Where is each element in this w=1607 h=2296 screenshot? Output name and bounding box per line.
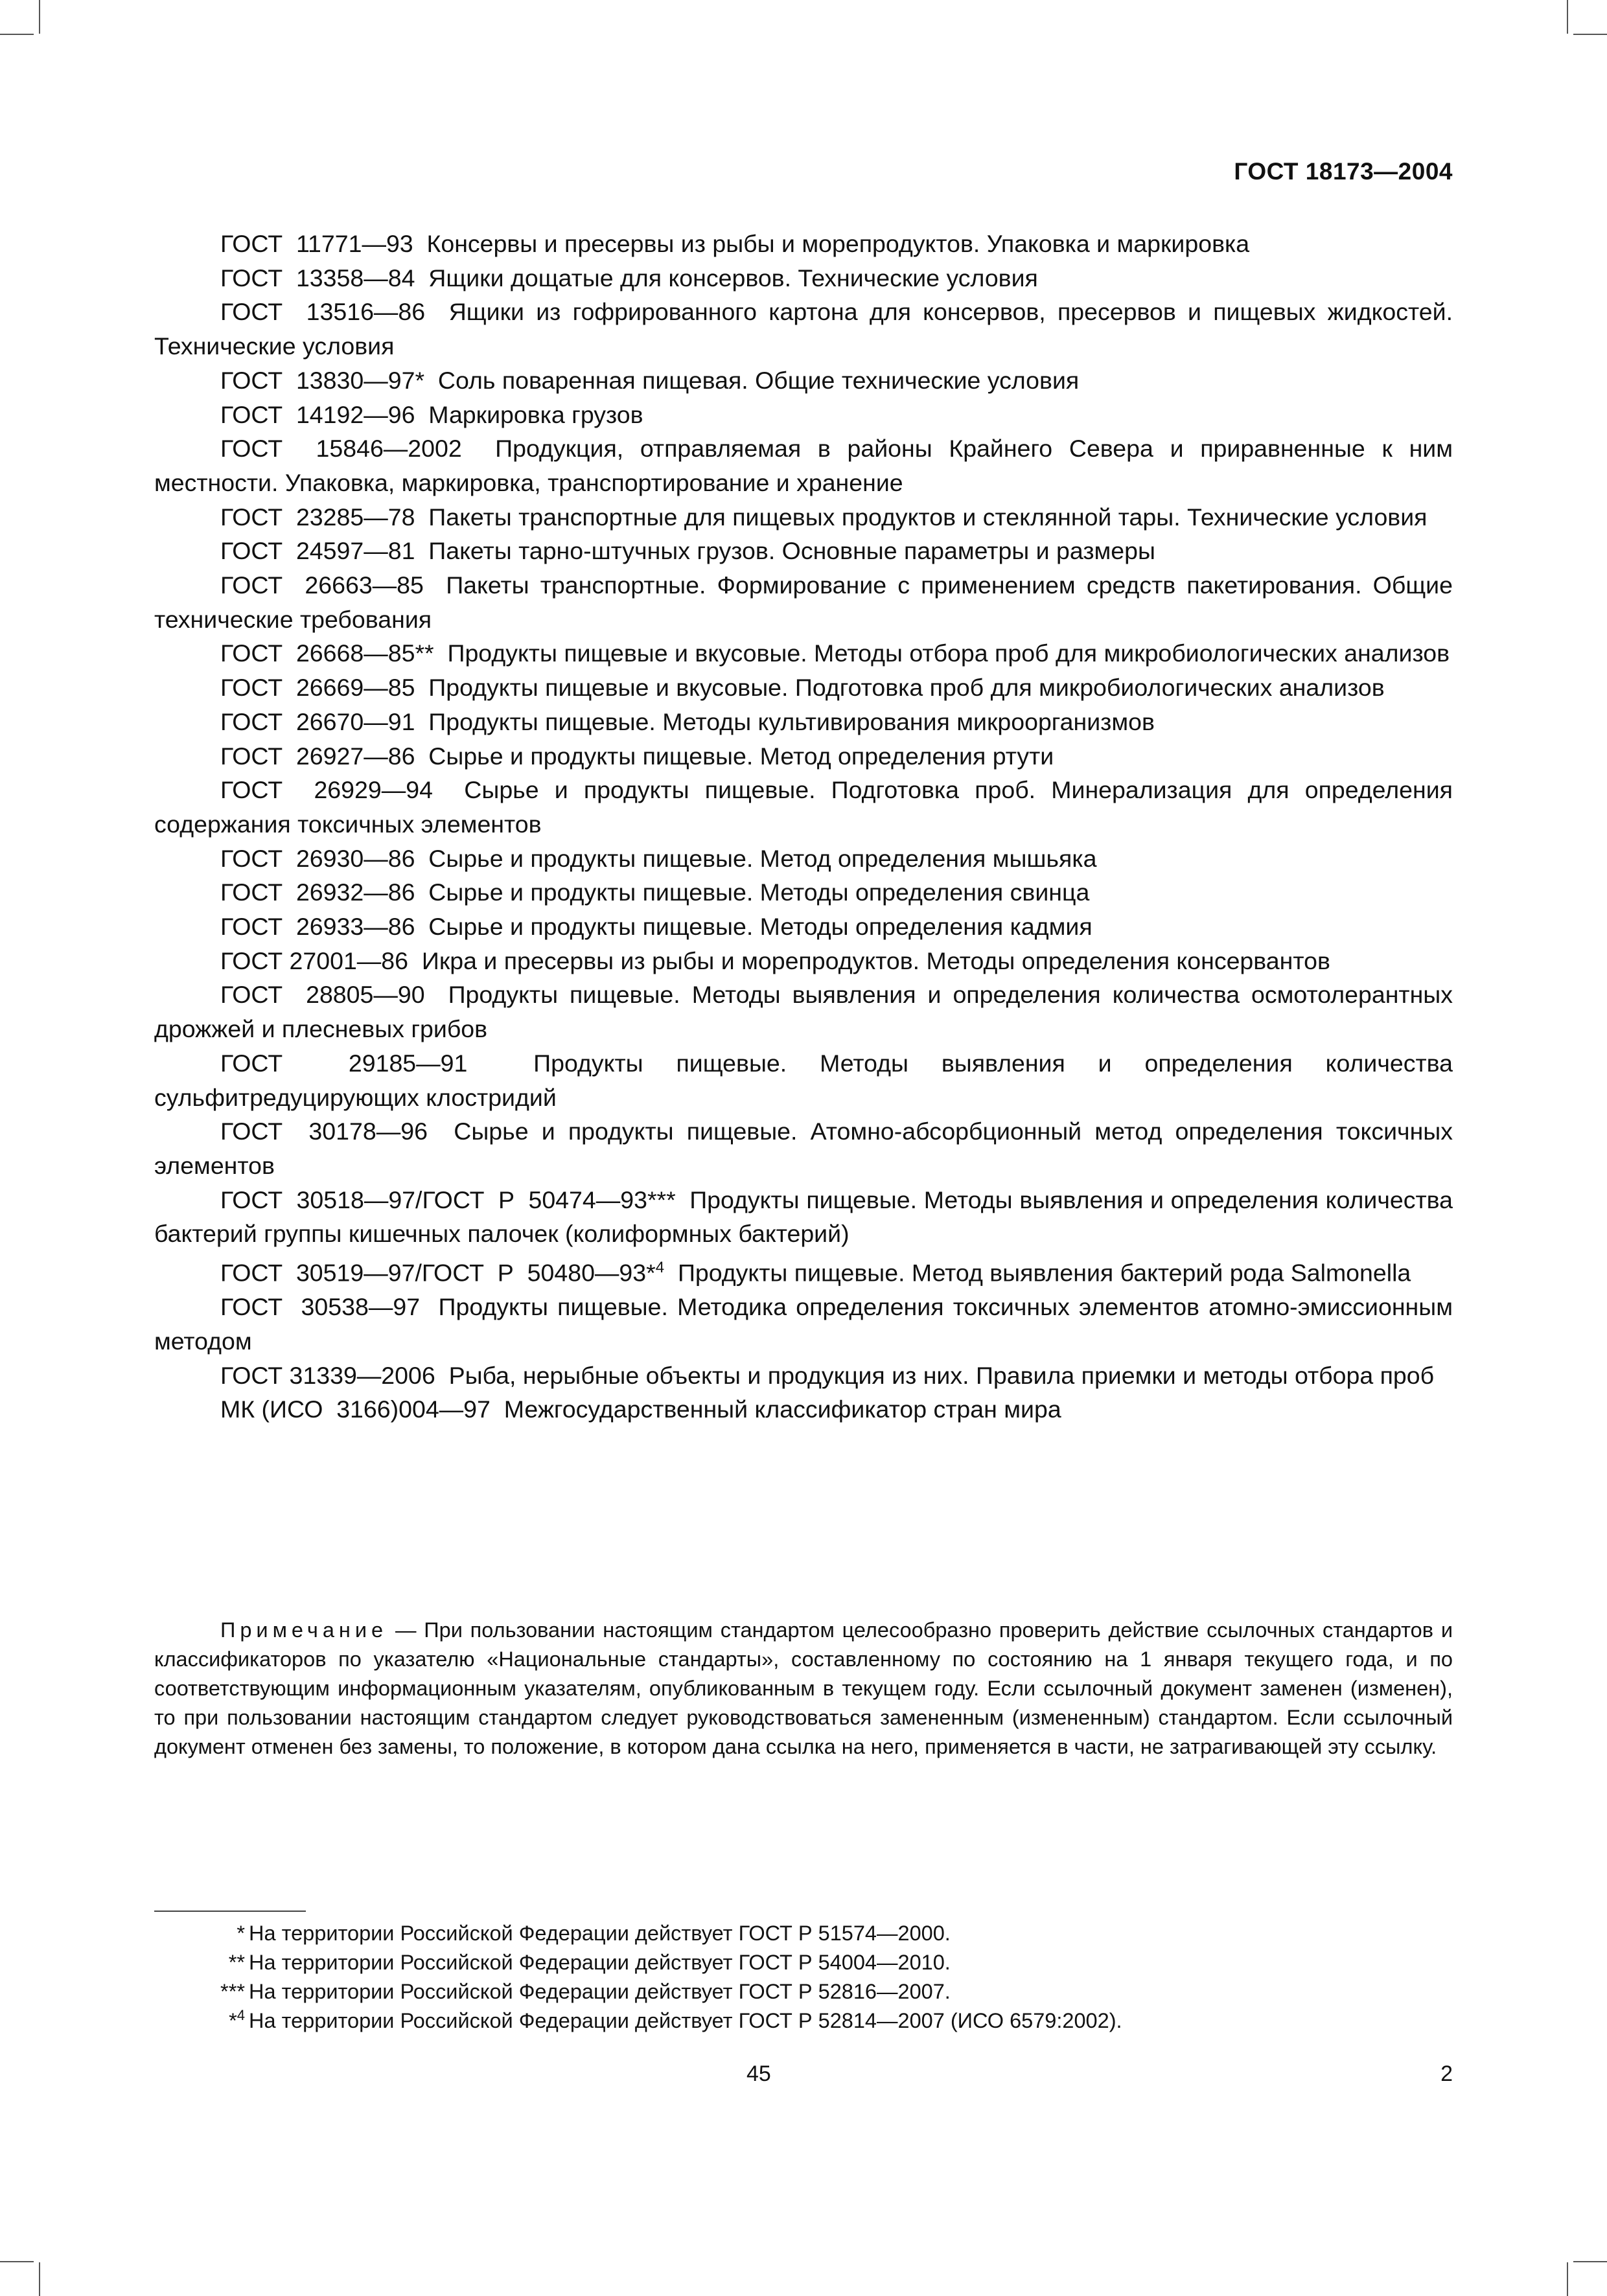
crop-mark-bottom-right-h [1573,2261,1607,2262]
footnote-text: На территории Российской Федерации действует ГОСТ Р 52816—2007. [249,1980,951,2003]
reference-entry [154,1290,1453,1358]
reference-code: ГОСТ 26927—86 [220,742,415,770]
reference-code: ГОСТ 11771—93 [220,230,413,257]
footnote [154,2006,1453,2036]
footnote-text: На территории Российской Федерации действует ГОСТ Р 51574—2000. [249,1922,951,1945]
crop-mark-bottom-left-h [0,2261,34,2262]
reference-entry [154,739,1453,774]
reference-entry [154,773,1453,841]
reference-code: ГОСТ 26670—91 [220,707,415,735]
reference-title: Сырье и продукты пищевые. Методы определения свинца [428,878,1090,906]
reference-entry [154,636,1453,671]
reference-entry [154,705,1453,739]
reference-code: ГОСТ 30538—97 [220,1293,421,1321]
reference-title: Продукты пищевые. Методика определения токсичных элементов атомно-эмиссионным методом [154,1293,1453,1355]
reference-list [154,227,1453,1427]
footnote-marker-text: *** [220,1980,245,2003]
reference-title: Сырье и продукты пищевые. Подготовка проб. Минерализация для определения содержания токсичных элементов [154,776,1453,838]
reference-entry [154,534,1453,568]
reference-title: Рыба, нерыбные объекты и продукция из них. Правила приемки и методы отбора проб [448,1361,1435,1389]
page-number-right: 2 [1440,2061,1453,2086]
reference-code: ГОСТ 26932—86 [220,878,415,906]
reference-code: ГОСТ 26663—85 [220,571,424,599]
reference-code: ГОСТ 13516—86 [220,298,426,326]
reference-entry [154,227,1453,261]
reference-code: ГОСТ 26668—85** [220,639,434,667]
reference-title: Сырье и продукты пищевые. Методы определения кадмия [428,913,1093,941]
reference-code: ГОСТ 13830—97* [220,366,425,394]
reference-title: Маркировка грузов [428,400,643,428]
reference-title: Пакеты транспортные. Формирование с применением средств пакетирования. Общие технические требования [154,571,1453,633]
crop-mark-top-left [39,0,40,34]
reference-entry [154,363,1453,398]
reference-code: ГОСТ 26669—85 [220,674,415,702]
footnote-marker-text: * [229,2009,237,2032]
reference-entry [154,398,1453,432]
footnote-marker [229,2006,245,2036]
reference-entry [154,1251,1453,1290]
footnote-marker [220,1977,245,2006]
reference-title: Пакеты тарно-штучных грузов. Основные параметры и размеры [428,537,1155,565]
reference-code: ГОСТ 24597—81 [220,537,415,565]
reference-entry [154,431,1453,499]
reference-title: Сырье и продукты пищевые. Атомно-абсорбционный метод определения токсичных элементов [154,1118,1453,1179]
reference-code: ГОСТ 26933—86 [220,913,415,941]
note-paragraph [154,1616,1453,1762]
footnote-text: На территории Российской Федерации действует ГОСТ Р 54004—2010. [249,1951,951,1974]
reference-entry [154,295,1453,363]
reference-code: ГОСТ 30518—97/ГОСТ Р 50474—93*** [220,1186,676,1213]
reference-title: Продукты пищевые. Методы выявления и определения количества сульфитредуцирующих клостридий [154,1049,1453,1111]
reference-title: Продукты пищевые и вкусовые. Методы отбора проб для микробиологических анализов [447,639,1450,667]
crop-mark-bottom-left [39,2262,40,2296]
reference-entry [154,978,1453,1046]
reference-entry [154,261,1453,295]
footnote-marker [237,1919,245,1948]
reference-code: ГОСТ 30178—96 [220,1118,428,1145]
normative-references [154,227,1453,1427]
footnote-marker-text: * [237,1922,245,1945]
footnote [154,1977,1453,2006]
reference-title: Икра и пресервы из рыбы и морепродуктов. Методы определения консервантов [421,947,1330,974]
reference-entry [154,1114,1453,1182]
reference-code: ГОСТ 26929—94 [220,776,433,804]
reference-entry [154,1046,1453,1114]
reference-title: Продукты пищевые и вкусовые. Подготовка проб для микробиологических анализов [428,674,1385,702]
reference-code: ГОСТ 13358—84 [220,264,415,292]
reference-code: ГОСТ 30519—97/ГОСТ Р 50480—93* [220,1259,656,1287]
reference-code: МК (ИСО 3166)004—97 [220,1395,491,1423]
footnote-separator [154,1911,306,1912]
reference-title: Продукты пищевые. Методы культивирования микроорганизмов [428,707,1155,735]
reference-code: ГОСТ 29185—91 [220,1049,468,1077]
reference-code: ГОСТ 15846—2002 [220,435,462,463]
reference-title: Соль поваренная пищевая. Общие технические условия [437,366,1080,394]
reference-entry [154,1359,1453,1393]
footnote-marker-text: ** [228,1951,245,1974]
reference-code: ГОСТ 31339—2006 [220,1361,435,1389]
reference-title: Ящики из гофрированного картона для консервов, пресервов и пищевых жидкостей. Технические условия [154,298,1453,360]
reference-entry [154,671,1453,705]
reference-entry [154,1183,1453,1251]
reference-code: ГОСТ 28805—90 [220,981,425,1009]
footnotes [154,1919,1453,2036]
reference-code-superscript: 4 [655,1259,665,1277]
reference-title: Продукты пищевые. Метод выявления бактерий рода Salmonella [677,1259,1411,1287]
crop-mark-bottom-right [1567,2262,1568,2296]
reference-entry [154,1392,1453,1427]
crop-mark-top-right [1567,0,1568,34]
footnote [154,1948,1453,1977]
reference-entry [154,842,1453,876]
reference-entry [154,500,1453,534]
footnote-marker-superscript: 4 [237,2007,245,2023]
crop-mark-top-right-h [1573,34,1607,35]
note-text: — При пользовании настоящим стандартом целесообразно проверить действие ссылочных стандартов и классификаторов по указателю «Национальные стандарты», составленному по состоянию на 1 января текущего года, и по соответствующим информационным указателям, опубликованным в текущем году. Если ссылочный документ заменен (изменен), то при пользовании настоящим стандартом следует руководствоваться замененным (измененным) стандартом. Если ссылочный документ отменен без замены, то положение, в котором дана ссылка на него, применяется в части, не затрагивающей эту ссылку. [154,1618,1453,1758]
note-label: Примечание [220,1618,388,1642]
reference-code: ГОСТ 26930—86 [220,844,415,872]
reference-entry [154,944,1453,978]
crop-mark-top-left-h [0,34,34,35]
reference-title: Консервы и пресервы из рыбы и морепродуктов. Упаковка и маркировка [426,230,1250,257]
footnote-text: На территории Российской Федерации действует ГОСТ Р 52814—2007 (ИСО 6579:2002). [249,2009,1122,2032]
page-number-left: 45 [746,2061,771,2086]
footnote-marker [229,1948,245,1977]
reference-title: Ящики дощатые для консервов. Технические условия [428,264,1038,292]
reference-title: Пакеты транспортные для пищевых продуктов и стеклянной тары. Технические условия [428,503,1428,531]
reference-title: Межгосударственный классификатор стран мира [503,1395,1061,1423]
document-code-header: ГОСТ 18173—2004 [1234,158,1453,185]
reference-title: Продукты пищевые. Методы выявления и определения количества бактерий группы кишечных палочек (колиформных бактерий) [154,1186,1453,1248]
reference-title: Продукция, отправляемая в районы Крайнего Севера и приравненные к ним местности. Упаковка, маркировка, транспортирование и хранение [154,435,1453,496]
reference-title: Сырье и продукты пищевые. Метод определения мышьяка [428,844,1097,872]
reference-code: ГОСТ 27001—86 [220,947,409,974]
reference-entry [154,568,1453,636]
reference-title: Сырье и продукты пищевые. Метод определения ртути [428,742,1054,770]
footnote [154,1919,1453,1948]
reference-code: ГОСТ 14192—96 [220,400,415,428]
reference-entry [154,910,1453,944]
reference-entry [154,875,1453,910]
reference-title: Продукты пищевые. Методы выявления и определения количества осмотолерантных дрожжей и плесневых грибов [154,981,1453,1043]
reference-code: ГОСТ 23285—78 [220,503,415,531]
